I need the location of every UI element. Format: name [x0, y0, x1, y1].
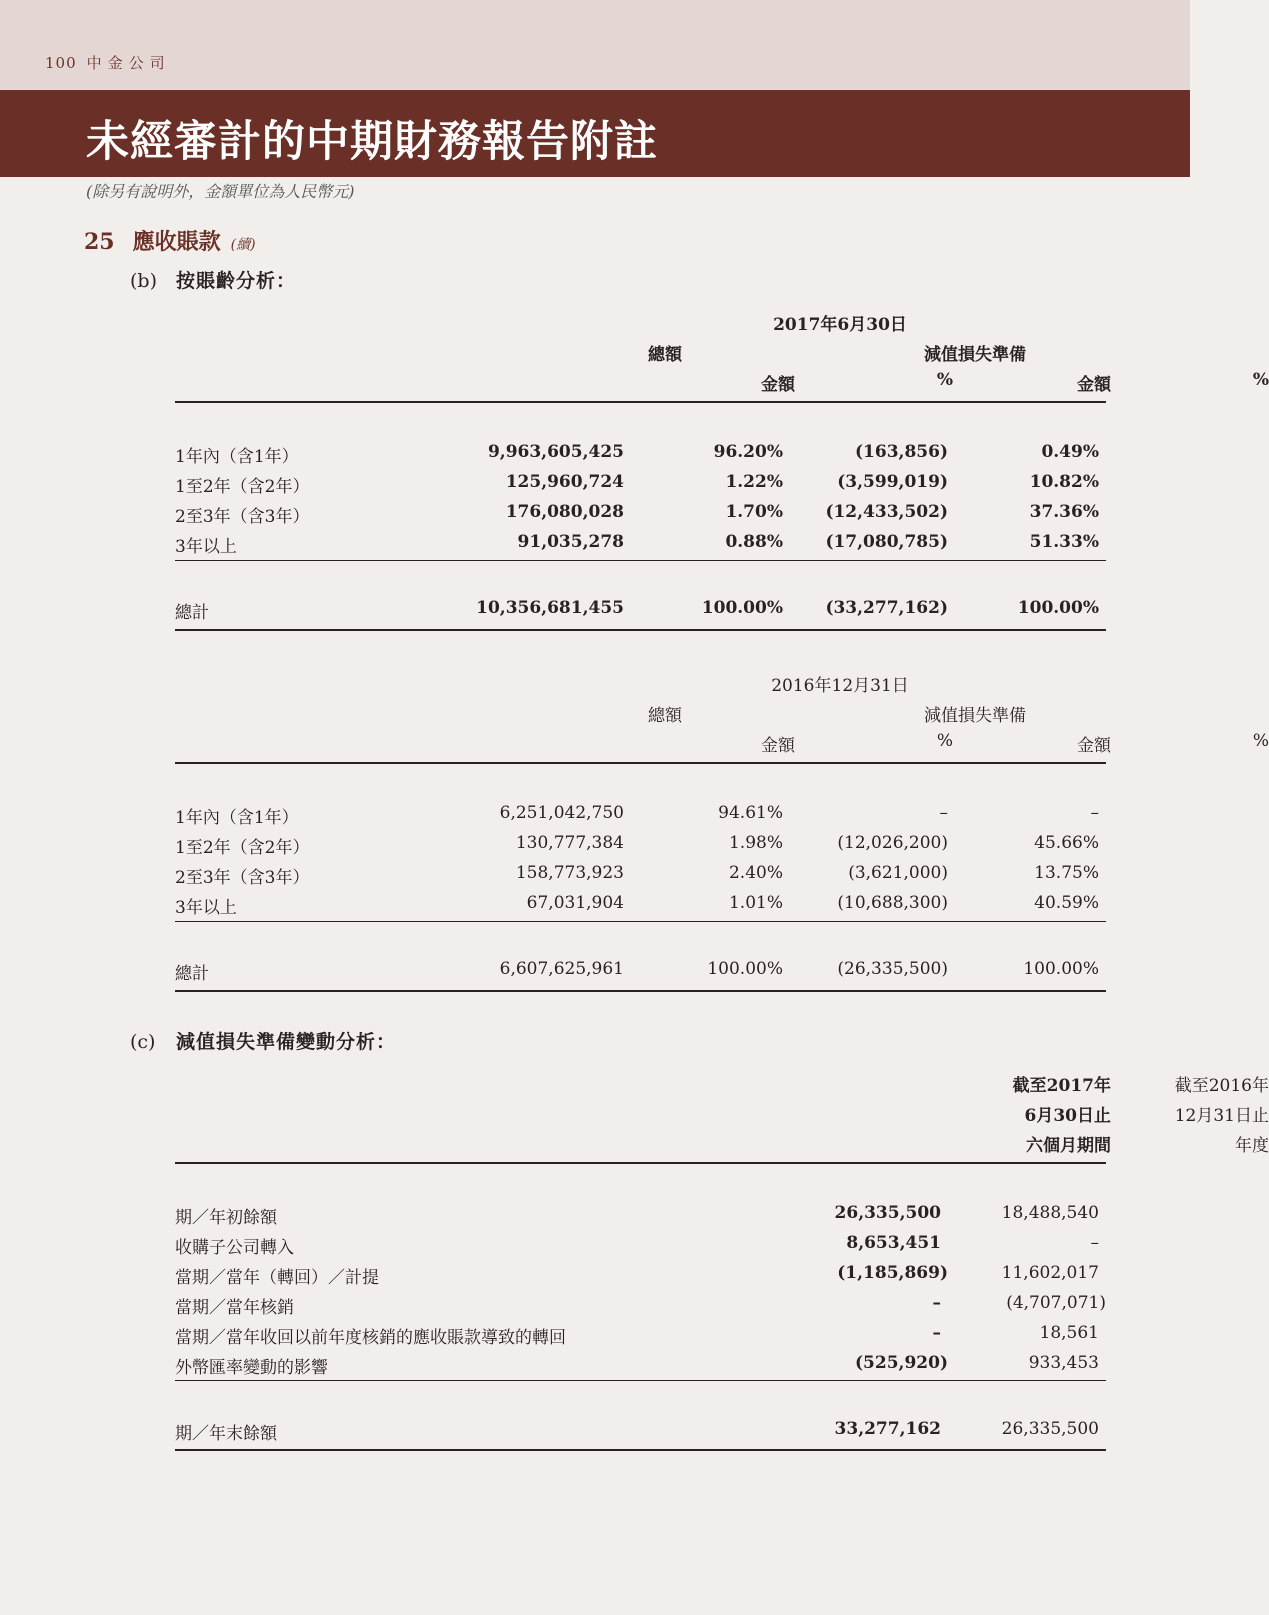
allowance-cell: (12,026,200)	[837, 833, 948, 853]
title-band	[0, 90, 1190, 177]
pct-cell: 94.61%	[718, 803, 783, 823]
col2-header-line1: 截至2016年	[1174, 1076, 1269, 1096]
group-gross-header: 總額	[648, 706, 682, 726]
table-total-row	[175, 598, 1106, 626]
pct-cell: 100.00%	[701, 598, 783, 618]
total-rule	[175, 629, 1106, 631]
currency-note: (除另有說明外，金額單位為人民幣元)	[86, 182, 355, 201]
table-row	[175, 893, 1106, 921]
row-label: 當期／當年收回以前年度核銷的應收賬款導致的轉回	[175, 1328, 566, 1348]
allowance-pct-cell: 37.36%	[1029, 502, 1099, 522]
value-2017-cell: –	[932, 1293, 941, 1313]
amount-cell: 6,607,625,961	[499, 959, 624, 979]
value-2016-cell: (4,707,071)	[1006, 1293, 1106, 1313]
amount-cell: 91,035,278	[517, 532, 624, 552]
amount-cell: 158,773,923	[515, 863, 624, 883]
row-label: 3年以上	[175, 537, 237, 557]
amount-cell: 130,777,384	[515, 833, 624, 853]
pct-cell: 1.22%	[725, 472, 783, 492]
pct-cell: 2.40%	[728, 863, 783, 883]
page-title: 未經審計的中期財務報告附註	[86, 117, 658, 167]
table-row	[175, 1233, 1106, 1261]
pct-cell: 1.98%	[728, 833, 783, 853]
total-label: 總計	[175, 603, 209, 623]
allowance-cell: (12,433,502)	[825, 502, 948, 522]
allowance-pct-cell: –	[1090, 803, 1099, 823]
allowance-cell: (3,621,000)	[848, 863, 948, 883]
table-total-row	[175, 959, 1106, 987]
row-label: 2至3年（含3年）	[175, 868, 310, 888]
value-2017-cell: 8,653,451	[846, 1233, 941, 1253]
table-row	[175, 1323, 1106, 1351]
pct-cell: 1.01%	[728, 893, 783, 913]
amount-cell: 176,080,028	[505, 502, 624, 522]
section-continued: (續)	[230, 237, 256, 253]
col-allowance-header: 金額	[1077, 375, 1111, 395]
col-amount-header: 金額	[761, 375, 795, 395]
row-label: 1年內（含1年）	[175, 447, 299, 467]
page-header	[45, 52, 171, 73]
table-row	[175, 472, 1106, 500]
value-2016-cell: 18,488,540	[1001, 1203, 1099, 1223]
allowance-cell: (33,277,162)	[825, 598, 948, 618]
group-allowance-header: 減值損失準備	[924, 345, 1026, 365]
row-label: 3年以上	[175, 898, 237, 918]
allowance-pct-cell: 10.82%	[1029, 472, 1099, 492]
pct-cell: 100.00%	[707, 959, 783, 979]
row-label: 期／年初餘額	[175, 1208, 277, 1228]
col1-header-line3: 六個月期間	[1026, 1136, 1111, 1156]
subtotal-rule	[175, 1380, 1106, 1381]
row-label: 當期／當年核銷	[175, 1298, 294, 1318]
amount-cell: 9,963,605,425	[487, 442, 624, 462]
section-heading	[84, 225, 256, 256]
total-rule	[175, 990, 1106, 992]
col2-header-line2: 12月31日止	[1174, 1106, 1269, 1126]
group-gross-header: 總額	[648, 345, 682, 365]
page-number: 100	[45, 54, 77, 72]
allowance-cell: (3,599,019)	[837, 472, 948, 492]
table-row	[175, 863, 1106, 891]
row-label: 1至2年（含2年）	[175, 838, 310, 858]
section-title: 應收賬款	[132, 229, 221, 255]
subtotal-rule	[175, 560, 1106, 561]
table-row	[175, 1293, 1106, 1321]
table-row	[175, 1353, 1106, 1381]
table-row	[175, 833, 1106, 861]
table-row	[175, 803, 1106, 831]
amount-cell: 6,251,042,750	[499, 803, 624, 823]
pct-cell: 96.20%	[713, 442, 783, 462]
subsection-c-label: (c)	[130, 1031, 156, 1053]
subsection-b-label: (b)	[130, 270, 157, 292]
allowance-pct-cell: 51.33%	[1029, 532, 1099, 552]
section-number: 25	[84, 229, 115, 255]
row-label: 收購子公司轉入	[175, 1238, 294, 1258]
allowance-cell: (163,856)	[855, 442, 948, 462]
subsection-b-heading	[130, 266, 296, 293]
col-allowance-pct-header: %	[1252, 370, 1269, 390]
table-date: 2017年6月30日	[773, 315, 907, 335]
subsection-c-title: 減值損失準備變動分析：	[176, 1031, 397, 1053]
value-2016-cell: –	[1090, 1233, 1099, 1253]
table-date: 2016年12月31日	[771, 676, 909, 696]
allowance-cell: (17,080,785)	[825, 532, 948, 552]
table-row	[175, 442, 1106, 470]
allowance-cell: –	[939, 803, 948, 823]
table-row	[175, 532, 1106, 560]
value-2016-cell: 933,453	[1028, 1353, 1099, 1373]
value-2017-cell: (525,920)	[855, 1353, 948, 1373]
allowance-cell: (26,335,500)	[837, 959, 948, 979]
pct-cell: 0.88%	[725, 532, 783, 552]
table-total-row	[175, 1419, 1106, 1447]
header-rule	[175, 762, 1106, 764]
amount-cell: 125,960,724	[505, 472, 624, 492]
value-2017-cell: –	[932, 1323, 941, 1343]
amount-cell: 10,356,681,455	[476, 598, 624, 618]
col-pct-header: %	[936, 731, 953, 751]
value-2017-cell: (1,185,869)	[837, 1263, 948, 1283]
allowance-pct-cell: 45.66%	[1034, 833, 1099, 853]
value-2016-cell: 11,602,017	[1001, 1263, 1099, 1283]
total-label: 期／年末餘額	[175, 1424, 277, 1444]
group-allowance-header: 減值損失準備	[924, 706, 1026, 726]
row-label: 外幣匯率變動的影響	[175, 1358, 328, 1378]
value-2016-cell: 26,335,500	[1001, 1419, 1099, 1439]
allowance-pct-cell: 40.59%	[1034, 893, 1099, 913]
row-label: 1年內（含1年）	[175, 808, 299, 828]
row-label: 當期／當年（轉回）／計提	[175, 1268, 379, 1288]
table-row	[175, 1263, 1106, 1291]
col-allowance-header: 金額	[1077, 736, 1111, 756]
subtotal-rule	[175, 921, 1106, 922]
col-pct-header: %	[936, 370, 953, 390]
pct-cell: 1.70%	[725, 502, 783, 522]
col1-header-line2: 6月30日止	[1024, 1106, 1111, 1126]
col2-header-line3: 年度	[1235, 1136, 1269, 1156]
header-rule	[175, 401, 1106, 403]
allowance-cell: (10,688,300)	[837, 893, 948, 913]
subsection-c-heading	[130, 1027, 396, 1054]
row-label: 1至2年（含2年）	[175, 477, 310, 497]
total-label: 總計	[175, 964, 209, 984]
allowance-pct-cell: 100.00%	[1023, 959, 1099, 979]
allowance-pct-cell: 100.00%	[1017, 598, 1099, 618]
company-name: 中金公司	[86, 54, 171, 72]
header-rule	[175, 1162, 1106, 1164]
subsection-b-title: 按賬齡分析：	[176, 270, 297, 292]
value-2017-cell: 26,335,500	[834, 1203, 941, 1223]
value-2016-cell: 18,561	[1039, 1323, 1099, 1343]
value-2017-cell: 33,277,162	[834, 1419, 941, 1439]
col1-header-line1: 截至2017年	[1012, 1076, 1111, 1096]
row-label: 2至3年（含3年）	[175, 507, 310, 527]
col-amount-header: 金額	[761, 736, 795, 756]
allowance-pct-cell: 0.49%	[1041, 442, 1099, 462]
allowance-pct-cell: 13.75%	[1034, 863, 1099, 883]
top-band	[0, 0, 1190, 90]
total-rule	[175, 1449, 1106, 1451]
amount-cell: 67,031,904	[526, 893, 624, 913]
table-row	[175, 502, 1106, 530]
table-row	[175, 1203, 1106, 1231]
col-allowance-pct-header: %	[1252, 731, 1269, 751]
